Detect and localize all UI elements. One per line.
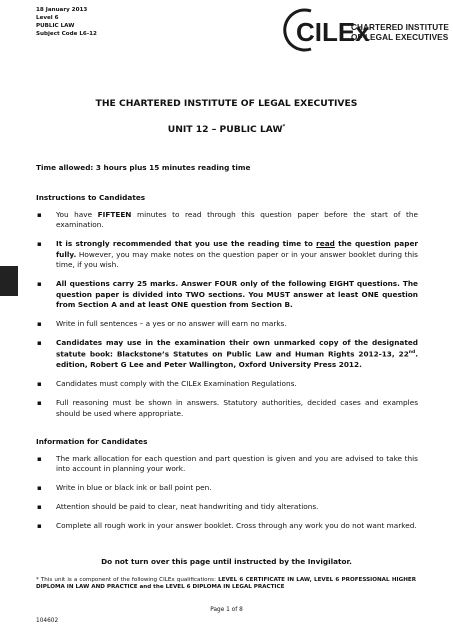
unit-title-text: UNIT 12 – PUBLIC LAW — [167, 124, 283, 136]
logo-wordmark — [351, 23, 449, 43]
document-code: 104602 — [36, 618, 59, 624]
information-item: ▪ Write in blue or black ink or ball point pen. — [37, 483, 212, 493]
bullet-icon: ▪ — [37, 503, 42, 512]
bullet-icon: ▪ — [37, 320, 42, 329]
bullet-icon: ▪ — [37, 339, 42, 348]
page-title: THE CHARTERED INSTITUTE OF LEGAL EXECUTIVES — [95, 98, 358, 109]
unit-footnote-marker: * — [282, 124, 286, 130]
exam-subject: PUBLIC LAW — [36, 23, 75, 29]
bullet-icon: ▪ — [37, 280, 42, 289]
do-not-turn-notice: Do not turn over this page until instructed by the Invigilator. — [101, 557, 352, 566]
instructions-list — [36, 210, 418, 428]
instruction-item: ▪ It is strongly recommended that you use the reading time to read the question paper fully. However, you may make notes on the question paper or in your answer booklet during this time, if you wish. — [37, 239, 419, 270]
unit-title — [0, 124, 453, 135]
information-heading: Information for Candidates — [36, 437, 148, 446]
instructions-heading: Instructions to Candidates — [36, 193, 146, 202]
page-number: Page 1 of 8 — [210, 607, 243, 613]
information-item: ▪ The mark allocation for each question and part question is given and you are advised to take this into account in planning your work. — [37, 454, 418, 474]
instruction-item: ▪ Full reasoning must be shown in answers. Statutory authorities, decided cases and examples should be used where appropriate. — [37, 398, 418, 418]
exam-level: Level 6 — [36, 15, 59, 21]
bullet-icon: ▪ — [37, 380, 42, 389]
cilex-logo-mark — [278, 7, 370, 53]
bullet-icon: ▪ — [37, 399, 42, 408]
logo-mark-text: CILEx — [296, 17, 370, 47]
information-item: ▪ Attention should be paid to clear, neat handwriting and tidy alterations. — [37, 502, 319, 512]
exam-subject-code: Subject Code L6-12 — [36, 31, 97, 37]
information-item: ▪ Complete all rough work in your answer booklet. Cross through any work you do not want marked. — [37, 521, 417, 531]
header-info — [36, 6, 97, 38]
footnote — [36, 577, 416, 592]
bullet-icon: ▪ — [37, 522, 42, 531]
logo-line-1: CHARTERED INSTITUTE — [351, 23, 449, 32]
footnote-star: * — [36, 577, 39, 583]
instruction-item: ▪ Candidates may use in the examination their own unmarked copy of the designated statute book: Blackstone’s Statutes on Public Law and Human Rights 2012-13, 22nd. edition, Robert G Lee and Peter Wallington, Oxford University Press 2012. — [37, 338, 418, 370]
bullet-icon: ▪ — [37, 484, 42, 493]
footnote-qualifications: LEVEL 6 CERTIFICATE IN LAW, LEVEL 6 PROFESSIONAL HIGHER DIPLOMA IN LAW AND PRACTICE and the LEVEL 6 DIPLOMA IN LEGAL PRACTICE — [36, 577, 416, 591]
instruction-item: ▪ Candidates must comply with the CILEx Examination Regulations. — [37, 379, 297, 389]
bullet-icon: ▪ — [37, 211, 42, 219]
instruction-item: ▪ You have FIFTEEN minutes to read through this question paper before the start of the examination. — [37, 210, 419, 230]
instruction-item: ▪ Write in full sentences – a yes or no answer will earn no marks. — [37, 319, 287, 329]
cilex-logo — [278, 7, 449, 53]
bullet-icon: ▪ — [37, 240, 42, 249]
logo-line-2: OF LEGAL EXECUTIVES — [351, 33, 449, 42]
information-list — [36, 454, 418, 540]
instruction-item: ▪ All questions carry 25 marks. Answer FOUR only of the following EIGHT questions. The question paper is divided into TWO sections. You MUST answer at least ONE question from Section A and at least ONE question from Section B. — [37, 279, 418, 310]
exam-date: 18 January 2013 — [36, 7, 88, 13]
edge-tab-marker — [0, 266, 18, 296]
bullet-icon: ▪ — [37, 455, 42, 463]
time-allowed: Time allowed: 3 hours plus 15 minutes reading time — [36, 163, 251, 172]
footnote-text: This unit is a component of the following CILEx qualifications: — [38, 577, 219, 583]
